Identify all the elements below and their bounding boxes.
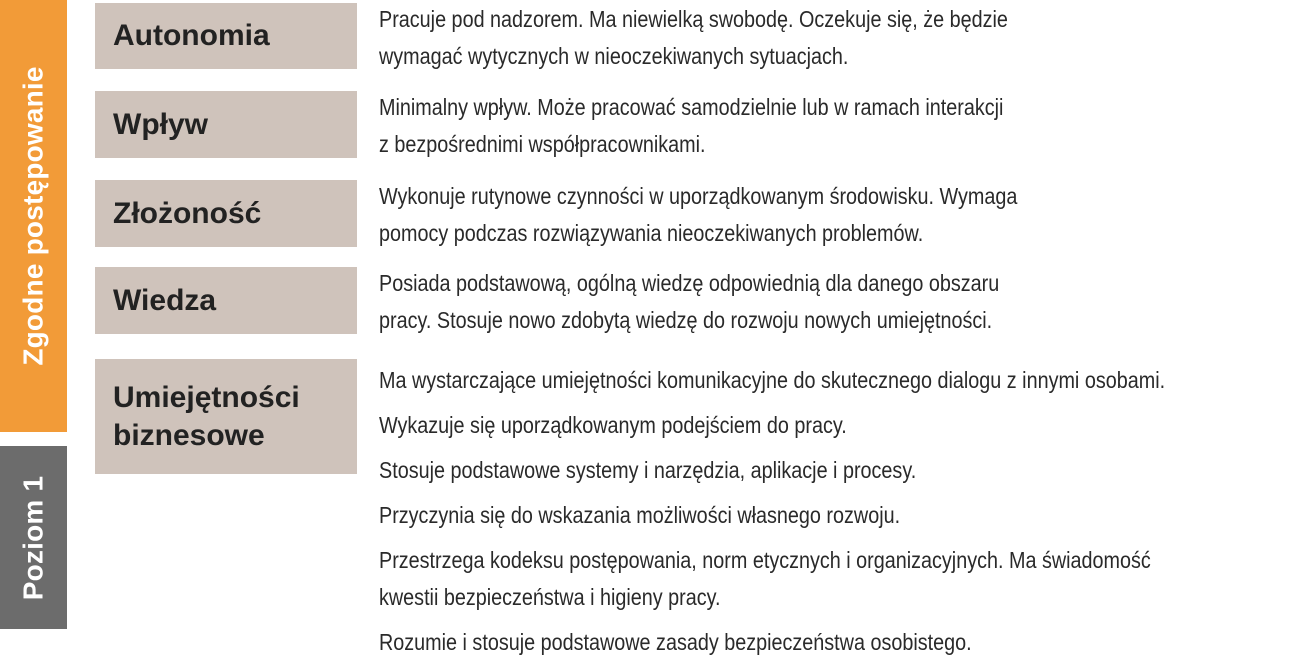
- row-label-line: Umiejętności: [113, 380, 300, 414]
- description-line: pomocy podczas rozwiązywania nieoczekiwanych problemów.: [379, 220, 924, 246]
- business-skill-list: [379, 362, 1300, 669]
- side-bar-gray: [0, 446, 67, 629]
- description-line: Minimalny wpływ. Może pracować samodzielnie lub w ramach interakcji: [379, 94, 1004, 120]
- list-item: Ma wystarczające umiejętności komunikacyjne do skutecznego dialogu z innymi osobami.: [379, 367, 1166, 393]
- row-description: [379, 1, 1300, 75]
- row-label: Złożoność: [95, 180, 357, 247]
- list-item: Przyczynia się do wskazania możliwości własnego rozwoju.: [379, 502, 901, 528]
- description-line: Wykonuje rutynowe czynności w uporządkowanym środowisku. Wymaga: [379, 183, 1018, 209]
- row-description: [379, 178, 1300, 252]
- description-line: pracy. Stosuje nowo zdobytą wiedzę do rozwoju nowych umiejętności.: [379, 307, 993, 333]
- list-item: Stosuje podstawowe systemy i narzędzia, aplikacje i procesy.: [379, 457, 917, 483]
- side-bar-orange: [0, 0, 67, 432]
- row-description: [379, 89, 1300, 163]
- row-label: Wpływ: [95, 91, 357, 158]
- row-description: [379, 265, 1300, 339]
- list-item: kwestii bezpieczeństwa i higieny pracy.: [379, 584, 721, 610]
- row-label: [95, 359, 357, 474]
- description-line: Posiada podstawową, ogólną wiedzę odpowiednią dla danego obszaru: [379, 270, 1000, 296]
- list-item: Przestrzega kodeksu postępowania, norm etycznych i organizacyjnych. Ma świadomość: [379, 547, 1151, 573]
- row-label: Wiedza: [95, 267, 357, 334]
- description-line: Pracuje pod nadzorem. Ma niewielką swobodę. Oczekuje się, że będzie: [379, 6, 1008, 32]
- side-label-bottom: Poziom 1: [17, 475, 49, 600]
- row-label: Autonomia: [95, 3, 357, 69]
- list-item: Rozumie i stosuje podstawowe zasady bezpieczeństwa osobistego.: [379, 629, 972, 655]
- description-line: wymagać wytycznych w nieoczekiwanych sytuacjach.: [379, 43, 849, 69]
- list-item: Wykazuje się uporządkowanym podejściem do pracy.: [379, 412, 847, 438]
- description-line: z bezpośrednimi współpracownikami.: [379, 131, 706, 157]
- side-label-top: Zgodne postępowanie: [17, 66, 49, 366]
- row-label-line: biznesowe: [113, 418, 265, 452]
